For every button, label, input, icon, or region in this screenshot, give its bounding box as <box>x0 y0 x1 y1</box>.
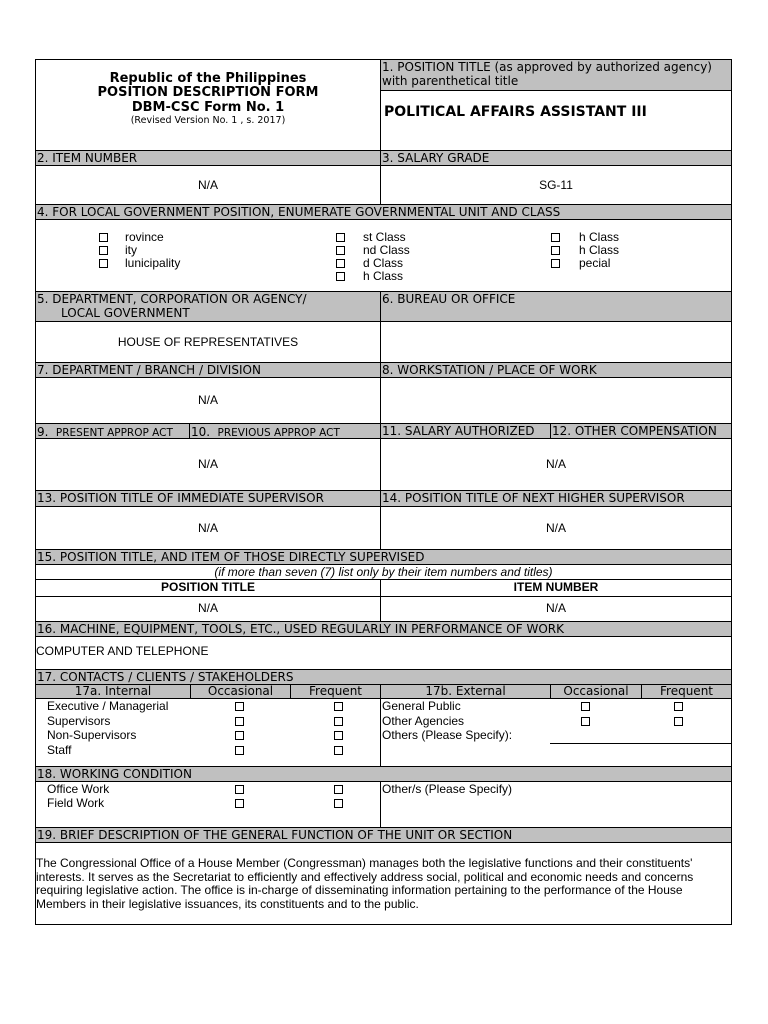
function-line-4: Members in their legislative issuances, its constituents and to the public. <box>36 896 419 911</box>
third-class-checkbox[interactable] <box>336 259 345 268</box>
office-work-frequent-checkbox[interactable] <box>334 785 343 794</box>
salary-grade-label: 3. SALARY GRADE <box>380 150 731 166</box>
external-header: 17b. External <box>380 685 550 699</box>
other-agencies-frequent-checkbox[interactable] <box>674 717 683 726</box>
division-label: 7. DEPARTMENT / BRANCH / DIVISION <box>36 362 380 378</box>
field-work-frequent-checkbox[interactable] <box>334 799 343 808</box>
sixth-class-checkbox[interactable] <box>551 246 560 255</box>
external-occasional-header: Occasional <box>550 685 641 699</box>
position-title-value[interactable]: POLITICAL AFFAIRS ASSISTANT III <box>384 104 647 120</box>
third-class-label: d Class <box>363 256 404 270</box>
external-divider <box>380 699 381 766</box>
city-checkbox[interactable] <box>99 246 108 255</box>
others-specify-line[interactable] <box>550 742 731 744</box>
second-class-label: nd Class <box>363 243 410 257</box>
external-frequent-header: Frequent <box>641 685 731 699</box>
contacts-label: 17. CONTACTS / CLIENTS / STAKEHOLDERS <box>36 669 731 685</box>
supervised-note: (if more than seven (7) list only by their item numbers and titles) <box>36 565 731 580</box>
present-approp-act-label: 9. PRESENT APPROP ACT <box>36 423 189 439</box>
supervised-item-value[interactable]: N/A <box>380 597 731 622</box>
internal-occasional-header: Occasional <box>190 685 290 699</box>
province-checkbox[interactable] <box>99 233 108 242</box>
form-code: DBM-CSC Form No. 1 <box>131 100 285 115</box>
next-higher-supervisor-label: 14. POSITION TITLE OF NEXT HIGHER SUPERVISOR <box>380 490 731 507</box>
workstation-label: 8. WORKSTATION / PLACE OF WORK <box>380 362 731 378</box>
executive-occasional-checkbox[interactable] <box>235 702 244 711</box>
internal-frequent-header: Frequent <box>290 685 380 699</box>
division-value[interactable]: N/A <box>197 393 218 407</box>
position-title-label: 1. POSITION TITLE (as approved by authorized agency) with parenthetical title <box>380 60 731 91</box>
item-number-column: ITEM NUMBER <box>380 580 731 597</box>
position-description-form <box>35 59 732 925</box>
contact-other-agencies-label: Other Agencies <box>382 714 465 728</box>
lgu-options <box>36 220 731 291</box>
contact-supervisors-label: Supervisors <box>47 714 111 728</box>
other-conditions-label: Other/s (Please Specify) <box>382 782 513 796</box>
salary-authorized-label: 11. SALARY AUTHORIZED <box>380 423 550 439</box>
salary-authorized-value[interactable]: N/A <box>380 439 731 491</box>
contact-non-supervisors-label: Non-Supervisors <box>47 728 137 742</box>
lgu-label: 4. FOR LOCAL GOVERNMENT POSITION, ENUMERATE GOVERNMENTAL UNIT AND CLASS <box>36 204 731 220</box>
city-label: ity <box>125 243 137 257</box>
first-class-label: st Class <box>363 230 406 244</box>
supervisors-frequent-checkbox[interactable] <box>334 717 343 726</box>
supervised-label: 15. POSITION TITLE, AND ITEM OF THOSE DIRECTLY SUPERVISED <box>36 549 731 565</box>
other-compensation-label: 12. OTHER COMPENSATION <box>550 423 731 439</box>
republic-title: Republic of the Philippines <box>109 71 307 86</box>
immediate-supervisor-label: 13. POSITION TITLE OF IMMEDIATE SUPERVISOR <box>36 490 380 507</box>
previous-approp-act-label: 10. PREVIOUS APPROP ACT <box>189 423 380 439</box>
form-header <box>36 60 380 150</box>
function-line-3: requiring legislative action. The office is in-charge of disseminating information pertaining to the performance of the House <box>36 883 683 897</box>
general-public-frequent-checkbox[interactable] <box>674 702 683 711</box>
office-work-label: Office Work <box>47 782 110 796</box>
department-label: 5. DEPARTMENT, CORPORATION OR AGENCY/ LOCAL GOVERNMENT <box>36 291 380 322</box>
contact-executive-label: Executive / Managerial <box>47 699 169 713</box>
municipality-label: lunicipality <box>125 256 181 270</box>
internal-header: 17a. Internal <box>36 685 190 699</box>
item-number-value[interactable]: N/A <box>197 178 218 192</box>
field-work-label: Field Work <box>47 796 105 810</box>
bureau-label: 6. BUREAU OR OFFICE <box>380 291 731 322</box>
contact-staff-label: Staff <box>47 743 72 757</box>
municipality-checkbox[interactable] <box>99 259 108 268</box>
workstation-value[interactable] <box>380 378 731 423</box>
second-class-checkbox[interactable] <box>336 246 345 255</box>
next-higher-supervisor-value[interactable]: N/A <box>380 507 731 550</box>
salary-grade-value[interactable]: SG-11 <box>380 166 731 204</box>
approp-act-value[interactable]: N/A <box>197 457 218 471</box>
sixth-class-label: h Class <box>579 243 620 257</box>
form-revision: (Revised Version No. 1 , s. 2017) <box>130 115 286 126</box>
equipment-label: 16. MACHINE, EQUIPMENT, TOOLS, ETC., USED REGULARLY IN PERFORMANCE OF WORK <box>36 621 731 637</box>
special-checkbox[interactable] <box>551 259 560 268</box>
position-title-column: POSITION TITLE <box>36 580 380 597</box>
contact-others-label: Others (Please Specify): <box>382 728 513 742</box>
non-supervisors-frequent-checkbox[interactable] <box>334 731 343 740</box>
general-function-text[interactable] <box>36 857 731 911</box>
working-condition-label: 18. WORKING CONDITION <box>36 766 731 782</box>
supervisors-occasional-checkbox[interactable] <box>235 717 244 726</box>
position-title-cell <box>380 91 731 150</box>
function-line-1: The Congressional Office of a House Member (Congressman) manages both the legislative functions and their constituents' <box>36 856 693 870</box>
working-condition-divider <box>380 782 381 828</box>
office-work-occasional-checkbox[interactable] <box>235 785 244 794</box>
staff-frequent-checkbox[interactable] <box>334 746 343 755</box>
form-name: POSITION DESCRIPTION FORM <box>97 85 319 100</box>
department-value[interactable]: HOUSE OF REPRESENTATIVES <box>117 335 299 349</box>
contact-general-public-label: General Public <box>382 699 461 713</box>
function-line-2: interests. It serves as the Secretariat to efficiently and effectively address social, political and economic needs and concerns <box>36 869 694 884</box>
fifth-class-label: h Class <box>579 230 620 244</box>
fourth-class-label: h Class <box>363 269 404 283</box>
supervised-position-value[interactable]: N/A <box>197 601 218 615</box>
fifth-class-checkbox[interactable] <box>551 233 560 242</box>
bureau-value[interactable] <box>380 322 731 362</box>
staff-occasional-checkbox[interactable] <box>235 746 244 755</box>
fourth-class-checkbox[interactable] <box>336 272 345 281</box>
other-agencies-occasional-checkbox[interactable] <box>581 717 590 726</box>
equipment-value[interactable]: COMPUTER AND TELEPHONE <box>36 644 209 658</box>
immediate-supervisor-value[interactable]: N/A <box>197 521 218 535</box>
general-public-occasional-checkbox[interactable] <box>581 702 590 711</box>
first-class-checkbox[interactable] <box>336 233 345 242</box>
general-function-label: 19. BRIEF DESCRIPTION OF THE GENERAL FUNCTION OF THE UNIT OR SECTION <box>36 827 731 843</box>
special-label: pecial <box>579 256 611 270</box>
item-number-label: 2. ITEM NUMBER <box>36 150 380 166</box>
executive-frequent-checkbox[interactable] <box>334 702 343 711</box>
field-work-occasional-checkbox[interactable] <box>235 799 244 808</box>
non-supervisors-occasional-checkbox[interactable] <box>235 731 244 740</box>
province-label: rovince <box>125 230 164 244</box>
